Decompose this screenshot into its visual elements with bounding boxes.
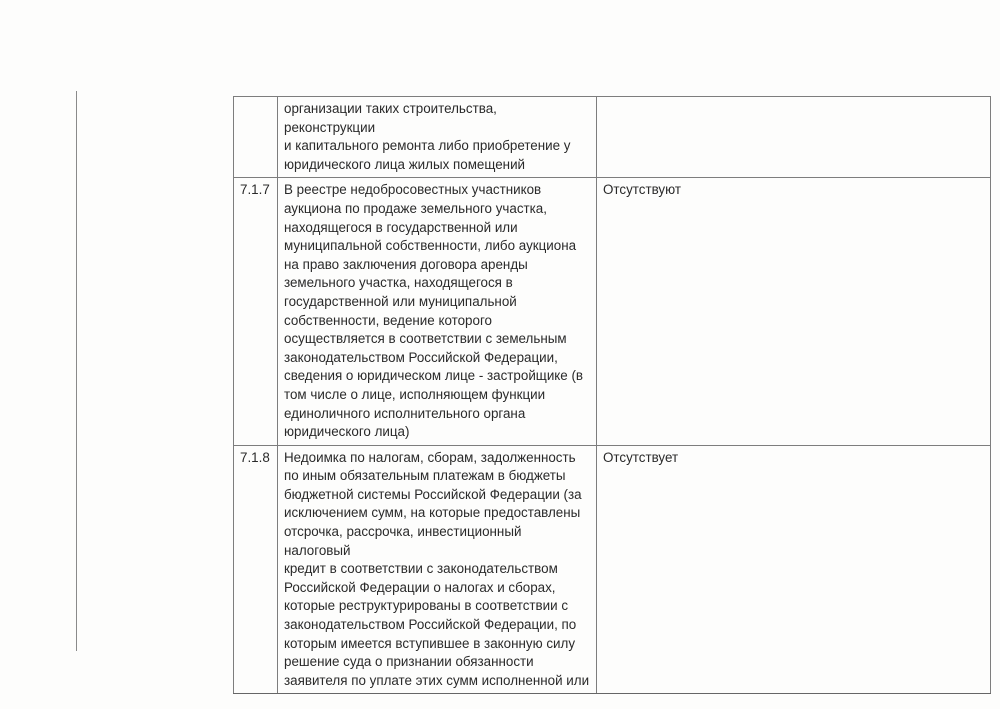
item-number: 7.1.7 <box>234 178 278 445</box>
table-row <box>234 178 991 445</box>
item-value <box>597 97 991 178</box>
table-row <box>234 97 991 178</box>
item-description: Недоимка по налогам, сборам, задолженность по иным обязательным платежам в бюджеты бюджетной системы Российской Федерации (за исключением сумм, на которые предоставлены отсрочка, рассрочка, инвестиционный налоговый кредит в соответствии с законодательством Российской Федерации о налогах и сборах, которые реструктурированы в соответствии с законодательством Российской Федерации, по которым имеется вступившее в законную силу решение суда о признании обязанности заявителя по уплате этих сумм исполненной или <box>278 445 597 694</box>
item-number: 7.1.8 <box>234 445 278 694</box>
item-description: В реестре недобросовестных участников аукциона по продаже земельного участка, находящегося в государственной или муниципальной собственности, либо аукциона на право заключения договора аренды земельного участка, находящегося в государственной или муниципальной собственности, ведение которого осуществляется в соответствии с земельным законодательством Российской Федерации, сведения о юридическом лице - застройщике (в том числе о лице, исполняющем функции единоличного исполнительного органа юридического лица) <box>278 178 597 445</box>
item-value: Отсутствуют <box>597 178 991 445</box>
item-number <box>234 97 278 178</box>
item-description: организации таких строительства, реконструкции и капитального ремонта либо приобретение у юридического лица жилых помещений <box>278 97 597 178</box>
disclosure-table <box>233 96 991 694</box>
item-value: Отсутствует <box>597 445 991 694</box>
margin-line <box>76 91 77 651</box>
table-row <box>234 445 991 694</box>
